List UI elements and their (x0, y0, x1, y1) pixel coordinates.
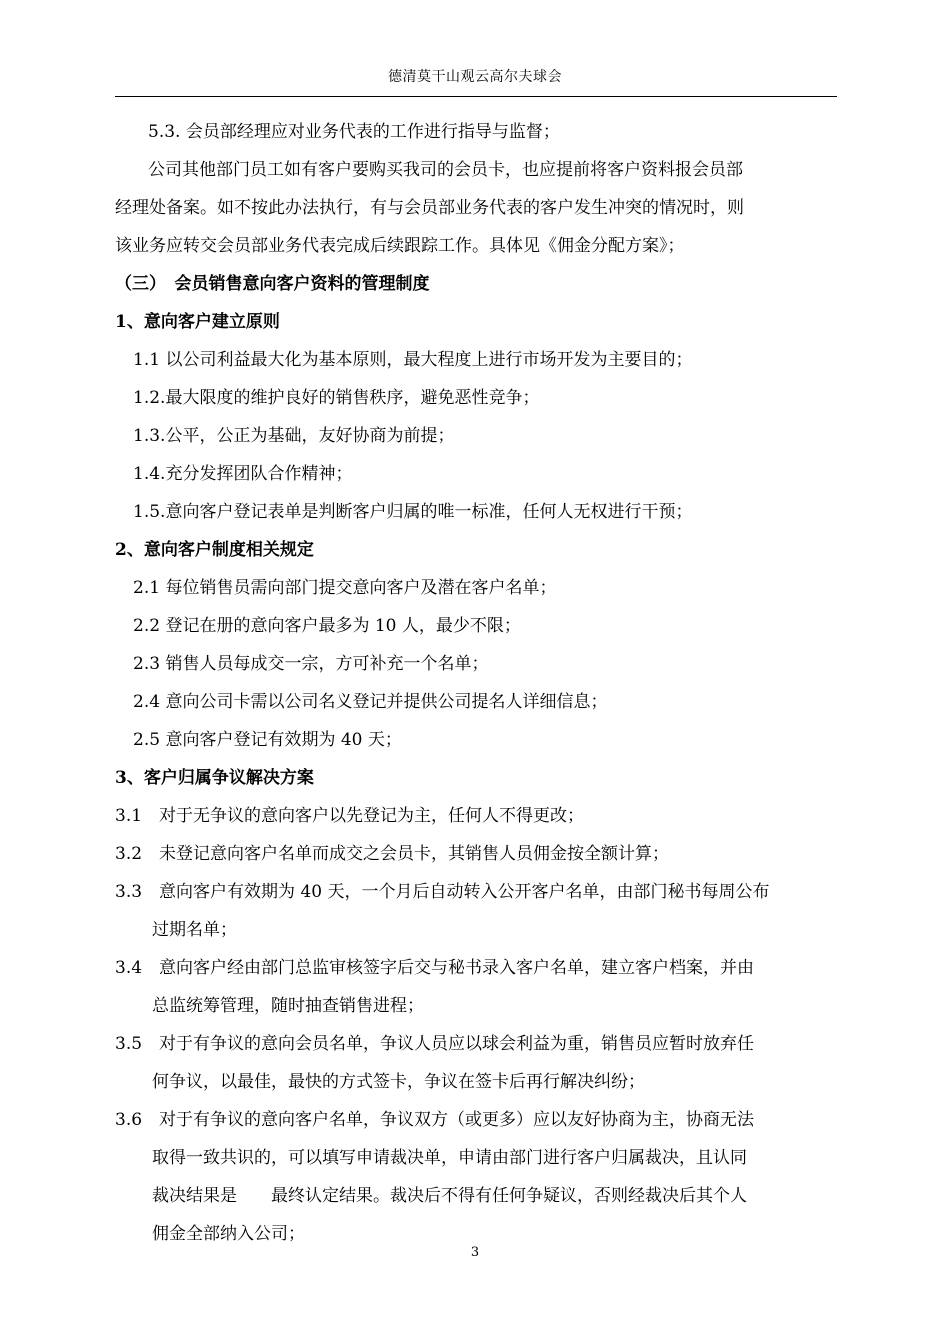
page-number: 3 (470, 1245, 480, 1260)
list-item: 3.6 对于有争议的意向客户名单，争议双方（或更多）应以友好协商为主，协商无法 (115, 1110, 755, 1130)
paragraph-line: 5.3. 会员部经理应对业务代表的工作进行指导与监督； (148, 122, 560, 142)
header-divider (115, 96, 837, 97)
list-item: 1.4.充分发挥团队合作精神； (133, 464, 353, 484)
list-item: 3.5 对于有争议的意向会员名单，争议人员应以球会利益为重，销售员应暂时放弃任 (115, 1034, 755, 1054)
list-item: 3.2 未登记意向客户名单而成交之会员卡，其销售人员佣金按全额计算； (115, 844, 670, 864)
paragraph-line: 公司其他部门员工如有客户要购买我司的会员卡，也应提前将客户资料报会员部 (148, 160, 743, 180)
list-item: 1.3.公平，公正为基础，友好协商为前提； (133, 426, 455, 446)
list-item-continuation: 佣金全部纳入公司； (152, 1224, 305, 1244)
list-item-continuation: 裁决结果是 最终认定结果。裁决后不得有任何争疑议，否则经裁决后其个人 (152, 1186, 747, 1206)
list-item: 1.5.意向客户登记表单是判断客户归属的唯一标准，任何人无权进行干预； (133, 502, 693, 522)
paragraph-line: 该业务应转交会员部业务代表完成后续跟踪工作。具体见《佣金分配方案》； (115, 236, 685, 256)
list-item: 1.2.最大限度的维护良好的销售秩序，避免恶性竞争； (133, 388, 540, 408)
section-heading: （三） 会员销售意向客户资料的管理制度 (115, 274, 430, 294)
list-item: 3.1 对于无争议的意向客户以先登记为主，任何人不得更改； (115, 806, 585, 826)
list-item: 1.1 以公司利益最大化为基本原则，最大程度上进行市场开发为主要目的； (133, 350, 693, 370)
list-item-continuation: 何争议，以最佳，最快的方式签卡，争议在签卡后再行解决纠纷； (152, 1072, 645, 1092)
list-item: 2.1 每位销售员需向部门提交意向客户及潜在客户名单； (133, 578, 557, 598)
running-header: 德清莫干山观云高尔夫球会 (388, 69, 562, 85)
subsection-heading: 1、意向客户建立原则 (115, 312, 280, 332)
subsection-heading: 3、客户归属争议解决方案 (115, 768, 314, 788)
list-item-continuation: 过期名单； (152, 920, 237, 940)
list-item: 2.2 登记在册的意向客户最多为 10 人，最少不限； (133, 616, 521, 636)
list-item: 3.3 意向客户有效期为 40 天，一个月后自动转入公开客户名单，由部门秘书每周公布 (115, 882, 770, 902)
paragraph-line: 经理处备案。如不按此办法执行，有与会员部业务代表的客户发生冲突的情况时，则 (115, 198, 744, 218)
list-item-continuation: 取得一致共识的，可以填写申请裁决单，申请由部门进行客户归属裁决，且认同 (152, 1148, 747, 1168)
list-item: 2.5 意向客户登记有效期为 40 天； (133, 730, 402, 750)
subsection-heading: 2、意向客户制度相关规定 (115, 540, 314, 560)
list-item: 2.4 意向公司卡需以公司名义登记并提供公司提名人详细信息； (133, 692, 608, 712)
list-item: 2.3 销售人员每成交一宗，方可补充一个名单； (133, 654, 489, 674)
list-item: 3.4 意向客户经由部门总监审核签字后交与秘书录入客户名单，建立客户档案，并由 (115, 958, 755, 978)
list-item-continuation: 总监统筹管理，随时抽查销售进程； (152, 996, 424, 1016)
